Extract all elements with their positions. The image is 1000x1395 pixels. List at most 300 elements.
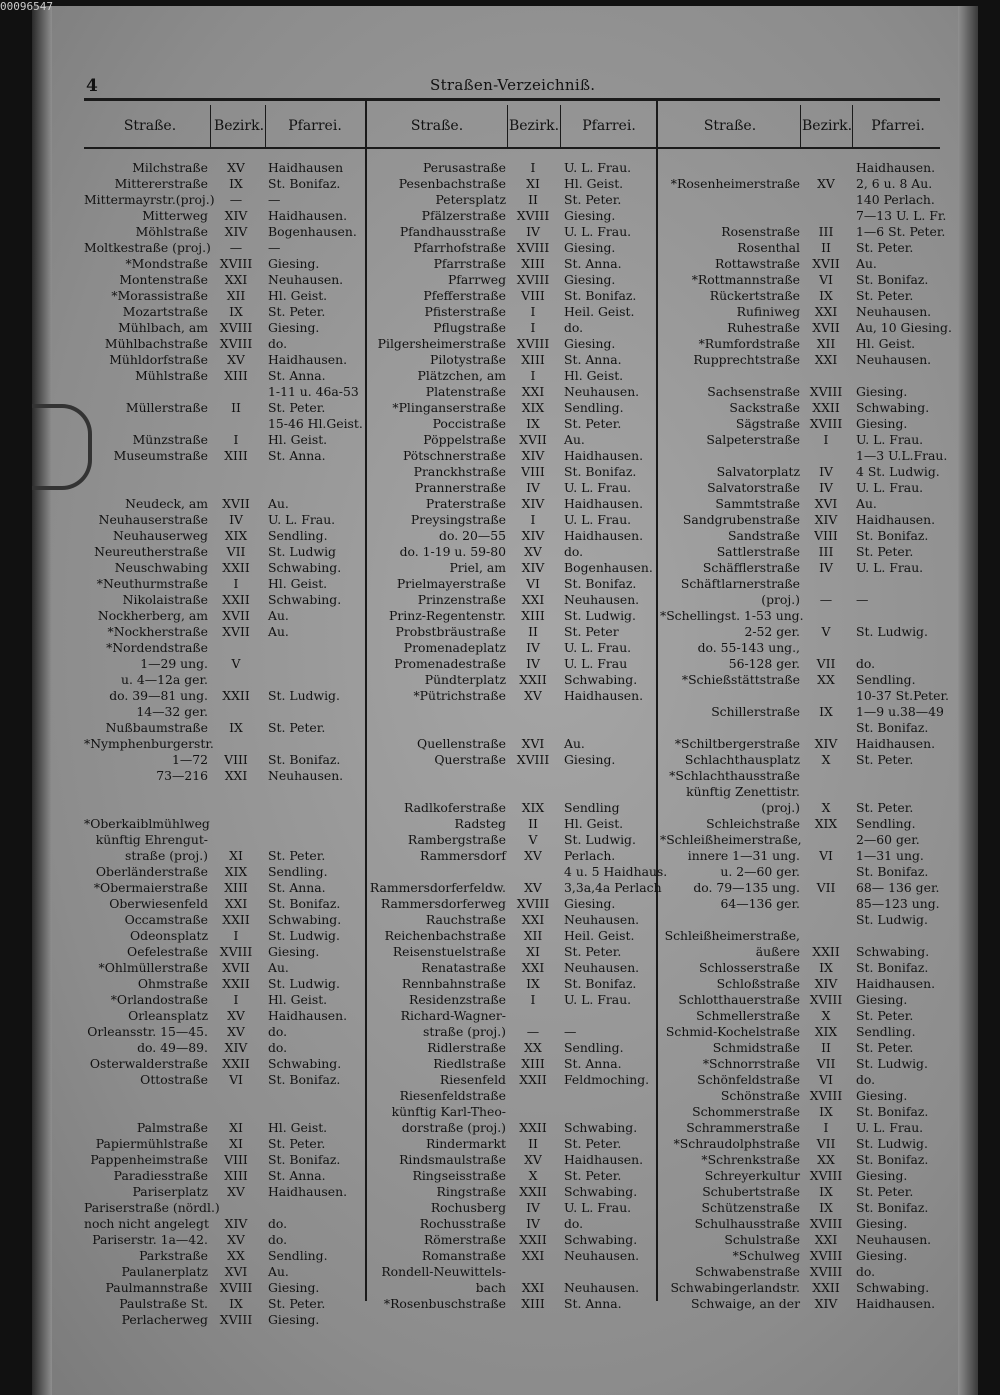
street-name: Schmid-Kochelstraße <box>665 1024 800 1039</box>
street-name: *Schrenkstraße <box>701 1152 800 1167</box>
parish-name: Hl. Geist. <box>564 816 624 831</box>
parish-name <box>264 656 366 672</box>
street-name: Mittererstraße <box>114 176 208 191</box>
district-number <box>800 864 852 880</box>
street-name: Schommerstraße <box>692 1104 800 1119</box>
parish-name: Haidhausen. <box>564 688 644 703</box>
table-row <box>660 400 952 416</box>
street-name: Salvatorstraße <box>707 480 800 495</box>
table-row <box>660 528 952 544</box>
parish-name: Sendling. <box>268 528 328 543</box>
street-name: straße (proj.) <box>125 848 208 863</box>
table-row <box>660 336 952 352</box>
table-row <box>660 432 952 448</box>
table-row <box>84 544 366 560</box>
street-name: Ottostraße <box>140 1072 208 1087</box>
parish-name: 85—123 ung. <box>856 896 940 911</box>
street-name: *Schraudolphstraße <box>673 1136 800 1151</box>
street-name: *Schulweg <box>732 1248 800 1263</box>
parish-name: St. Bonifaz. <box>268 752 341 767</box>
table-row <box>660 304 952 320</box>
column-header-district: Bezirk. <box>213 118 265 134</box>
parish-name: U. L. Frau. <box>564 1200 632 1215</box>
district-number: XVI <box>224 1264 248 1279</box>
table-row <box>660 752 952 768</box>
table-row <box>660 880 952 896</box>
parish-name: Neuhausen. <box>856 304 932 319</box>
street-name: Petersplatz <box>435 192 506 207</box>
table-row <box>84 736 366 752</box>
street-name: Schillerstraße <box>711 704 800 719</box>
district-number: — <box>229 192 243 207</box>
district-number: XIV <box>814 1296 838 1311</box>
district-number: XIX <box>224 528 248 543</box>
district-number: XIII <box>224 880 248 895</box>
district-number: VII <box>816 880 836 895</box>
street-name: Sammtstraße <box>715 496 800 511</box>
parish-name: Haidhausen. <box>564 528 644 543</box>
district-number: XX <box>817 1152 835 1167</box>
table-row <box>660 672 952 688</box>
street-name: do. 1-19 u. 59-80 <box>399 544 506 559</box>
parish-name: St. Peter. <box>856 240 914 255</box>
street-name: Riedlstraße <box>433 1056 506 1071</box>
table-row <box>368 480 660 496</box>
parish-name: Hl. Geist. <box>268 1120 328 1135</box>
table-row <box>368 160 660 176</box>
street-name: Schwabingerlandstr. <box>670 1280 800 1295</box>
district-number: XI <box>229 848 243 863</box>
district-number: XV <box>227 1024 245 1039</box>
parish-name <box>264 736 366 752</box>
parish-name <box>560 1264 660 1280</box>
district-number: XVIII <box>516 240 550 255</box>
street-name: 73—216 <box>156 768 208 783</box>
table-row <box>660 1120 952 1136</box>
table-row <box>84 880 366 896</box>
table-row <box>660 608 952 624</box>
street-name: Schäftlarnerstraße <box>680 576 800 591</box>
street-name: *Rosenbuschstraße <box>383 1296 506 1311</box>
parish-name: Giesing. <box>268 944 320 959</box>
district-number: IV <box>819 464 833 479</box>
table-row <box>368 768 660 784</box>
table-row <box>368 1040 660 1056</box>
parish-name: do. <box>564 544 584 559</box>
parish-name: do. <box>268 1216 288 1231</box>
table-row <box>368 256 660 272</box>
parish-name: Giesing. <box>268 1312 320 1327</box>
district-number: III <box>818 224 834 239</box>
table-row <box>368 1232 660 1248</box>
street-name: Rottawstraße <box>715 256 800 271</box>
street-name: *Morassistraße <box>111 288 208 303</box>
parish-name <box>264 704 366 720</box>
street-name: do. 20—55 <box>439 528 506 543</box>
street-name: dorstraße (proj.) <box>401 1120 506 1135</box>
street-name: Ohmstraße <box>137 976 208 991</box>
table-row <box>368 464 660 480</box>
parish-name: St. Peter. <box>856 544 914 559</box>
parish-name: Giesing. <box>564 752 616 767</box>
parish-name <box>852 784 952 800</box>
street-name <box>660 688 800 704</box>
street-name: *Neuthurmstraße <box>96 576 208 591</box>
parish-name: Neuhausen. <box>564 912 640 927</box>
district-number: XVI <box>521 736 545 751</box>
district-number: XIX <box>521 400 545 415</box>
table-row <box>368 944 660 960</box>
street-name: *Schellingst. 1-53 ung. <box>660 608 804 623</box>
parish-name: Sendling <box>564 800 620 815</box>
parish-name: St. Peter <box>564 624 619 639</box>
street-name: Sandstraße <box>727 528 800 543</box>
parish-name: 1—6 St. Peter. <box>856 224 946 239</box>
district-number: IV <box>526 1216 540 1231</box>
district-number: IX <box>819 1104 833 1119</box>
street-name: Sandgrubenstraße <box>682 512 800 527</box>
district-number: XXI <box>521 960 545 975</box>
table-row <box>368 640 660 656</box>
district-number: XVII <box>222 496 250 511</box>
parish-name: St. Peter. <box>268 1296 326 1311</box>
table-row <box>660 496 952 512</box>
district-number: XIII <box>521 608 545 623</box>
district-number <box>208 640 264 656</box>
district-number: XIII <box>224 448 248 463</box>
table-row <box>368 528 660 544</box>
street-name: Pfandhausstraße <box>399 224 506 239</box>
district-number: XI <box>526 176 540 191</box>
table-row <box>368 560 660 576</box>
table-row <box>368 720 660 736</box>
table-row <box>84 1184 366 1200</box>
table-row <box>660 288 952 304</box>
district-number <box>208 384 264 400</box>
parish-name: St. Ludwig. <box>564 832 636 847</box>
parish-name: 3,3a,4a Perlach <box>564 880 662 895</box>
street-name: Pariserplatz <box>132 1184 208 1199</box>
street-name: Paradiesstraße <box>113 1168 208 1183</box>
parish-name: St. Bonifaz. <box>856 1152 929 1167</box>
district-number: XIV <box>521 496 545 511</box>
street-name: Neuschwabing <box>114 560 208 575</box>
parish-name: Au. <box>268 608 289 623</box>
street-name: Schubertstraße <box>702 1184 800 1199</box>
district-number: II <box>528 816 538 831</box>
district-number <box>800 640 852 656</box>
district-number <box>208 1088 264 1104</box>
district-number: IV <box>819 560 833 575</box>
table-row <box>660 800 952 816</box>
district-number: — <box>229 240 243 255</box>
district-number <box>800 448 852 464</box>
district-number: XXI <box>521 912 545 927</box>
parish-name: St. Bonifaz. <box>564 576 637 591</box>
street-name: Nockherberg, am <box>97 608 208 623</box>
district-number: III <box>818 544 834 559</box>
table-row <box>368 1104 660 1120</box>
parish-name <box>264 784 366 800</box>
parish-name: Giesing. <box>564 896 616 911</box>
table-row <box>84 1264 366 1280</box>
table-row <box>84 608 366 624</box>
street-name: Prinzenstraße <box>417 592 506 607</box>
column-header-parish: Pfarrei. <box>582 118 636 134</box>
district-number: IX <box>819 1184 833 1199</box>
street-name: Promenadestraße <box>394 656 506 671</box>
table-row <box>368 896 660 912</box>
street-name: Pariserstr. 1a—42. <box>92 1232 208 1247</box>
parish-name: — <box>564 1024 577 1039</box>
parish-name: St. Bonifaz. <box>564 288 637 303</box>
table-row <box>368 544 660 560</box>
table-row <box>84 240 366 256</box>
street-name: straße (proj.) <box>423 1024 506 1039</box>
district-number: XX <box>524 1040 542 1055</box>
table-row <box>660 976 952 992</box>
parish-name: 1—3 U.L.Frau. <box>856 448 948 463</box>
parish-name: U. L. Frau. <box>856 432 924 447</box>
parish-name: Schwabing. <box>564 1184 638 1199</box>
table-row <box>368 1152 660 1168</box>
street-name: Rufiniweg <box>736 304 800 319</box>
table-row <box>84 432 366 448</box>
street-name: Ringstraße <box>436 1184 506 1199</box>
district-number: I <box>233 432 239 447</box>
parish-name: St. Peter. <box>268 1136 326 1151</box>
table-row <box>84 1024 366 1040</box>
column-header-rule <box>84 147 940 149</box>
parish-name <box>264 672 366 688</box>
district-number: XVII <box>222 608 250 623</box>
district-number <box>800 576 852 592</box>
street-name: *Rosenheimerstraße <box>670 176 800 191</box>
district-number: XVIII <box>809 1264 843 1279</box>
table-row <box>84 752 366 768</box>
table-row <box>84 1312 366 1328</box>
district-number <box>800 784 852 800</box>
table-row <box>84 848 366 864</box>
district-number <box>800 160 852 176</box>
parish-name <box>852 576 952 592</box>
parish-name: Neuhausen. <box>564 384 640 399</box>
street-name: Rindermarkt <box>425 1136 506 1151</box>
district-number: II <box>528 624 538 639</box>
parish-name: Haidhausen. <box>268 208 348 223</box>
parish-name: Neuhausen. <box>268 768 344 783</box>
table-row <box>660 176 952 192</box>
district-number: X <box>821 800 831 815</box>
table-row <box>368 1184 660 1200</box>
street-name: *Plinganserstraße <box>392 400 506 415</box>
district-number: XIV <box>224 1216 248 1231</box>
parish-name <box>264 640 366 656</box>
table-row <box>84 1168 366 1184</box>
table-row <box>84 1280 366 1296</box>
parish-name: St. Peter. <box>564 1168 622 1183</box>
parish-name <box>264 1104 366 1120</box>
district-number: — <box>819 592 833 607</box>
parish-name: do. <box>268 1040 288 1055</box>
district-number: XVIII <box>516 336 550 351</box>
parish-name: Hl. Geist. <box>268 432 328 447</box>
table-row <box>84 352 366 368</box>
street-name: do. 49—89. <box>137 1040 208 1055</box>
parish-name: Schwabing. <box>564 672 638 687</box>
table-row <box>368 624 660 640</box>
table-row <box>660 560 952 576</box>
parish-name: Neuhausen. <box>564 960 640 975</box>
table-row <box>660 928 952 944</box>
table-row <box>84 720 366 736</box>
table-row <box>84 640 366 656</box>
parish-name: St. Peter. <box>856 1008 914 1023</box>
street-name: (proj.) <box>761 592 800 607</box>
parish-name: Sendling. <box>856 1024 916 1039</box>
street-name: Rupprechtstraße <box>693 352 800 367</box>
column-header-district: Bezirk. <box>508 118 560 134</box>
table-row <box>84 1248 366 1264</box>
district-number: XIX <box>521 800 545 815</box>
table-row <box>368 576 660 592</box>
parish-name: Haidhausen. <box>856 736 936 751</box>
parish-name: Giesing. <box>856 1088 908 1103</box>
table-row <box>368 416 660 432</box>
table-row <box>84 1296 366 1312</box>
street-name: *Schiltbergerstraße <box>674 736 800 751</box>
table-row <box>368 992 660 1008</box>
district-number: XVIII <box>219 1280 253 1295</box>
parish-name: Giesing. <box>564 272 616 287</box>
table-row <box>368 736 660 752</box>
parish-name: Hl. Geist. <box>268 576 328 591</box>
street-name: Praterstraße <box>425 496 506 511</box>
parish-name: St. Ludwig. <box>268 928 340 943</box>
header-divider <box>210 105 211 147</box>
street-name: Paulmannstraße <box>105 1280 208 1295</box>
street-name: Rammersdorferweg <box>380 896 506 911</box>
street-name: Reisenstuelstraße <box>392 944 506 959</box>
street-name: *Schießstättstraße <box>681 672 800 687</box>
district-number: XXI <box>224 768 248 783</box>
street-name: Schleißheimerstraße, <box>664 928 800 943</box>
district-number: XV <box>227 1232 245 1247</box>
parish-name: St. Peter. <box>856 752 914 767</box>
district-number <box>506 704 560 720</box>
street-name <box>84 416 208 432</box>
parish-name: St. Ludwig. <box>268 688 340 703</box>
parish-name <box>264 1088 366 1104</box>
table-row <box>660 192 952 208</box>
table-row <box>660 768 952 784</box>
street-name <box>368 784 506 800</box>
table-row <box>368 352 660 368</box>
parish-name: Giesing. <box>564 240 616 255</box>
parish-name: Au. <box>856 256 877 271</box>
parish-name: U. L. Frau. <box>856 560 924 575</box>
district-number: IX <box>819 1200 833 1215</box>
district-number: XIII <box>224 1168 248 1183</box>
table-row <box>660 480 952 496</box>
street-name: Priel, am <box>449 560 506 575</box>
district-number <box>506 1264 560 1280</box>
district-number: II <box>821 1040 831 1055</box>
district-number: XIV <box>224 224 248 239</box>
table-row <box>368 1136 660 1152</box>
table-row <box>84 832 366 848</box>
table-row <box>84 1104 366 1120</box>
parish-name: St. Ludwig. <box>856 1056 928 1071</box>
parish-name: St. Peter. <box>856 1040 914 1055</box>
parish-name: St. Bonifaz. <box>856 1200 929 1215</box>
district-number: XIV <box>521 448 545 463</box>
table-row <box>84 384 366 400</box>
street-name <box>84 384 208 400</box>
street-name: Radsteg <box>454 816 506 831</box>
street-name: *Oberkaiblmühlweg <box>84 816 210 831</box>
district-number: XXI <box>814 352 838 367</box>
parish-name: Bogenhausen. <box>564 560 653 575</box>
parish-name: Haidhausen. <box>268 1184 348 1199</box>
street-name: *Orlandostraße <box>110 992 208 1007</box>
parish-name <box>264 816 366 832</box>
street-name: Rochusstraße <box>419 1216 506 1231</box>
table-row <box>84 1152 366 1168</box>
street-name: Rosenthal <box>737 240 800 255</box>
parish-name: Hl. Geist. <box>268 992 328 1007</box>
district-number: IV <box>526 640 540 655</box>
parish-name: Heil. Geist. <box>564 928 635 943</box>
parish-name <box>560 768 660 784</box>
table-row <box>660 448 952 464</box>
district-number: VI <box>819 1072 833 1087</box>
parish-name: Schwabing. <box>564 1120 638 1135</box>
district-number <box>208 464 264 480</box>
street-name: Schloßstraße <box>716 976 800 991</box>
table-row <box>84 768 366 784</box>
parish-name <box>560 1104 660 1120</box>
district-number: XVIII <box>516 208 550 223</box>
district-number: I <box>530 160 536 175</box>
parish-name: Haidhausen. <box>564 496 644 511</box>
district-number: II <box>231 400 241 415</box>
street-name <box>84 1088 208 1104</box>
table-row <box>368 848 660 864</box>
street-name <box>84 800 208 816</box>
district-number: IX <box>819 288 833 303</box>
street-name: 56-128 ger. <box>728 656 800 671</box>
street-name <box>84 464 208 480</box>
district-number: XXI <box>814 304 838 319</box>
district-number: VI <box>819 848 833 863</box>
district-number: XXI <box>521 384 545 399</box>
table-row <box>368 656 660 672</box>
district-number <box>208 1200 264 1216</box>
table-row <box>660 896 952 912</box>
parish-name: do. <box>268 336 288 351</box>
parish-name: St. Bonifaz. <box>268 176 341 191</box>
district-number: XVIII <box>516 752 550 767</box>
street-name: do. 39—81 ung. <box>109 688 208 703</box>
street-name: Mühlstraße <box>135 368 208 383</box>
table-row <box>84 304 366 320</box>
table-row <box>368 176 660 192</box>
parish-name: Schwabing. <box>856 400 930 415</box>
district-number: XIV <box>521 528 545 543</box>
district-number: XV <box>227 160 245 175</box>
table-row <box>660 160 952 176</box>
